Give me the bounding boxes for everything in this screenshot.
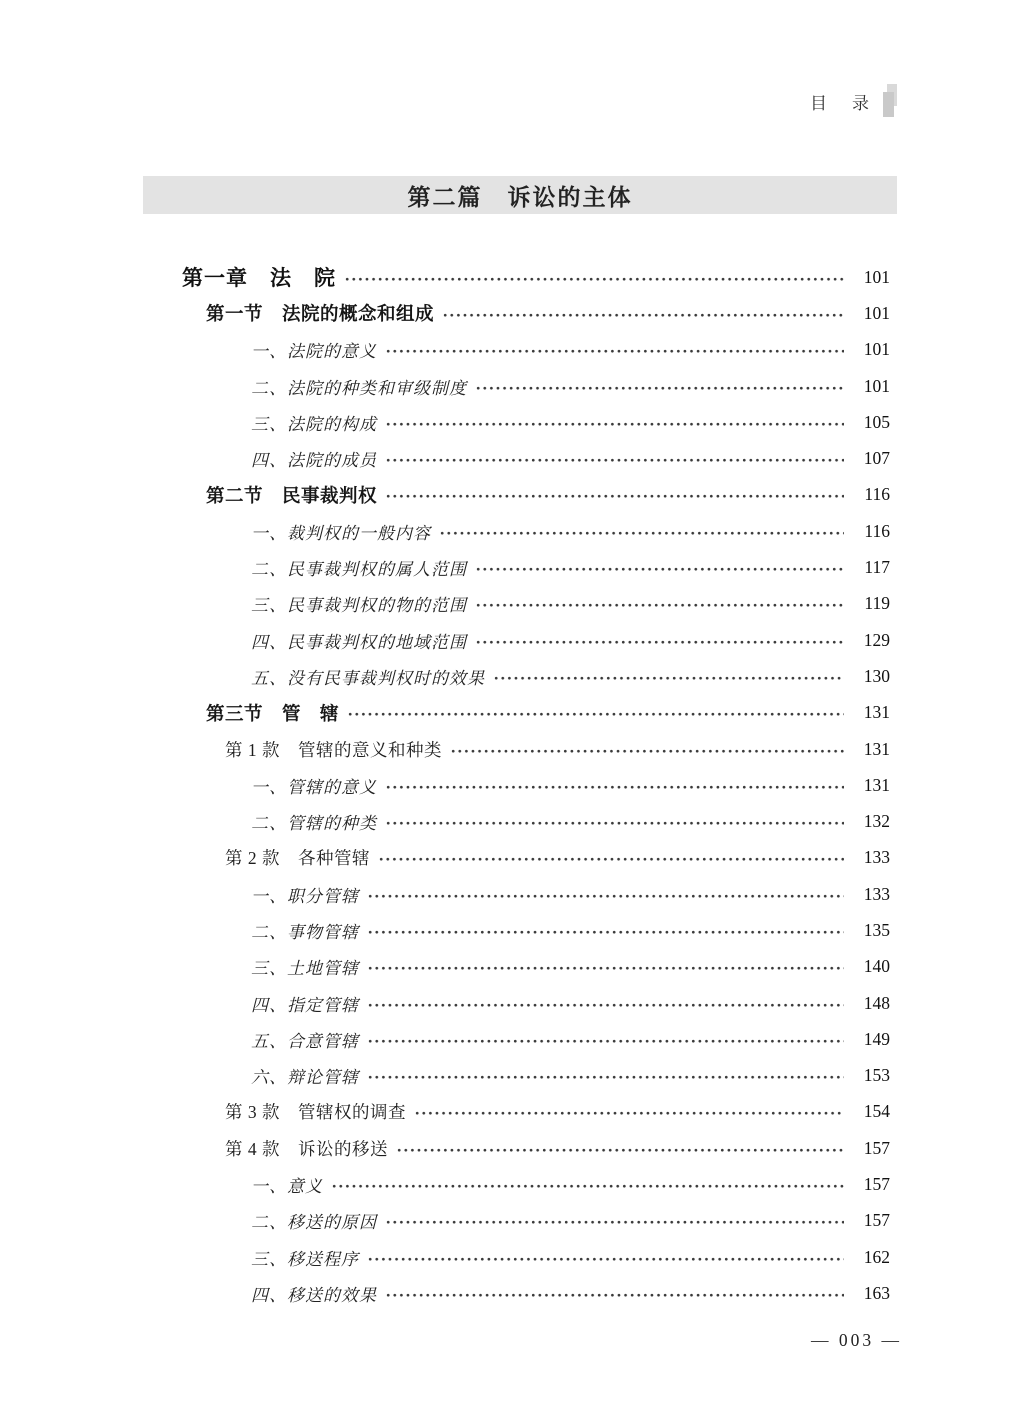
- toc-entry: [182, 368, 890, 404]
- toc-entry-label: 第 1 款 管辖的意义和种类: [225, 739, 442, 760]
- toc-entry-page-number: 133: [863, 847, 890, 868]
- dot-leader: [368, 966, 844, 971]
- dot-leader: [368, 894, 844, 899]
- running-head-title: 目 录: [810, 93, 873, 113]
- toc-entry: [182, 1166, 890, 1202]
- part-banner-title: 第二篇 诉讼的主体: [407, 183, 633, 210]
- toc-entry-label: 六、辩论管辖: [251, 1068, 359, 1088]
- toc-entry-label: 三、土地管辖: [251, 959, 359, 979]
- toc-entry-label: 四、移送的效果: [251, 1285, 377, 1305]
- toc-entry-label: 第三节 管 辖: [206, 702, 340, 724]
- dot-leader: [379, 857, 844, 862]
- toc-entry: [182, 404, 890, 440]
- dot-leader: [440, 531, 844, 536]
- toc-entry-page-number: 131: [863, 774, 890, 795]
- dot-leader: [368, 1257, 844, 1262]
- dot-leader: [386, 494, 844, 499]
- toc-entry-label: 一、法院的意义: [251, 342, 377, 362]
- toc-entry-page-number: 101: [863, 302, 890, 323]
- toc-entry-label: 三、移送程序: [251, 1249, 359, 1269]
- toc-entry-label: 三、法院的构成: [251, 414, 377, 434]
- dot-leader: [476, 567, 844, 572]
- toc-entry: [182, 477, 890, 513]
- toc-entry: [182, 622, 890, 658]
- toc-entry-page-number: 140: [863, 956, 890, 977]
- toc-entry-label: 一、裁判权的一般内容: [251, 523, 431, 543]
- dot-leader: [451, 749, 844, 754]
- dot-leader: [348, 712, 844, 717]
- dot-leader: [386, 785, 844, 790]
- toc-entry-label: 二、民事裁判权的属人范围: [251, 560, 467, 580]
- toc-entry-page-number: 157: [863, 1137, 890, 1158]
- toc-entry-label: 一、职分管辖: [251, 886, 359, 906]
- dot-leader: [368, 1075, 844, 1080]
- toc-entry-label: 五、合意管辖: [251, 1031, 359, 1051]
- toc-entry-page-number: 119: [864, 593, 890, 614]
- toc-entry-label: 四、民事裁判权的地域范围: [251, 632, 467, 652]
- toc-entry: [182, 259, 890, 295]
- toc-entry: [182, 549, 890, 585]
- toc-entry-label: 一、管辖的意义: [251, 777, 377, 797]
- toc-entry-label: 二、事物管辖: [251, 922, 359, 942]
- toc-entry-label: 五、没有民事裁判权时的效果: [251, 668, 485, 688]
- toc-entry-page-number: 130: [863, 665, 890, 686]
- toc-entry-page-number: 157: [863, 1210, 890, 1231]
- toc-entry: [182, 876, 890, 912]
- toc-entry: [182, 1275, 890, 1311]
- dot-leader: [415, 1111, 844, 1116]
- toc-entry: [182, 513, 890, 549]
- toc-entry-label: 一、意义: [251, 1177, 323, 1197]
- toc-entry-page-number: 148: [863, 992, 890, 1013]
- toc-entry: [182, 767, 890, 803]
- toc-entry: [182, 1203, 890, 1239]
- toc-entry-label: 第二节 民事裁判权: [206, 484, 378, 506]
- toc-entry-page-number: 154: [863, 1101, 890, 1122]
- dot-leader: [368, 1003, 844, 1008]
- toc-entry-page-number: 129: [863, 629, 890, 650]
- toc-entry-page-number: 105: [863, 411, 890, 432]
- toc-entry-page-number: 116: [864, 484, 890, 505]
- toc-entry-label: 第 4 款 诉讼的移送: [225, 1138, 388, 1159]
- toc-entry-label: 第 3 款 管辖权的调查: [225, 1102, 406, 1123]
- dot-leader: [368, 1039, 844, 1044]
- toc-entry: [182, 1021, 890, 1057]
- toc-list: [182, 259, 890, 1312]
- toc-entry: [182, 295, 890, 331]
- toc-entry-label: 第 2 款 各种管辖: [225, 848, 370, 869]
- toc-entry-page-number: 116: [864, 520, 890, 541]
- running-head: [810, 84, 898, 118]
- ornament-double-bar-icon: [883, 84, 898, 118]
- toc-entry: [182, 1094, 890, 1130]
- toc-entry: [182, 586, 890, 622]
- dot-leader: [386, 1220, 844, 1225]
- toc-entry-page-number: 153: [863, 1065, 890, 1086]
- toc-entry-page-number: 149: [863, 1028, 890, 1049]
- dot-leader: [386, 349, 844, 354]
- toc-entry: [182, 731, 890, 767]
- dot-leader: [476, 603, 844, 608]
- ornament-bar-dark: [883, 92, 894, 117]
- toc-entry: [182, 1130, 890, 1166]
- dot-leader: [476, 386, 844, 391]
- toc-entry: [182, 332, 890, 368]
- toc-entry: [182, 1239, 890, 1275]
- toc-entry-page-number: 135: [863, 919, 890, 940]
- dot-leader: [345, 277, 844, 282]
- toc-entry-page-number: 101: [863, 266, 890, 287]
- toc-entry-label: 四、法院的成员: [251, 451, 377, 471]
- toc-entry: [182, 985, 890, 1021]
- toc-entry-label: 四、指定管辖: [251, 995, 359, 1015]
- dot-leader: [443, 313, 844, 318]
- dot-leader: [332, 1184, 844, 1189]
- part-banner: [143, 176, 897, 214]
- toc-entry-page-number: 133: [863, 883, 890, 904]
- toc-entry-label: 第一节 法院的概念和组成: [206, 303, 435, 325]
- toc-entry: [182, 695, 890, 731]
- toc-entry-page-number: 131: [863, 702, 890, 723]
- toc-entry-label: 三、民事裁判权的物的范围: [251, 596, 467, 616]
- toc-entry-page-number: 131: [863, 738, 890, 759]
- toc-entry-label: 二、法院的种类和审级制度: [251, 378, 467, 398]
- toc-entry-page-number: 117: [864, 557, 890, 578]
- toc-entry-page-number: 162: [863, 1246, 890, 1267]
- toc-entry-label: 第一章 法 院: [182, 267, 336, 291]
- toc-entry: [182, 912, 890, 948]
- toc-entry: [182, 440, 890, 476]
- toc-entry: [182, 1058, 890, 1094]
- dot-leader: [386, 458, 844, 463]
- dot-leader: [476, 640, 844, 645]
- toc-entry-page-number: 101: [863, 339, 890, 360]
- toc-entry-page-number: 101: [863, 375, 890, 396]
- toc-entry: [182, 840, 890, 876]
- toc-entry-page-number: 132: [863, 811, 890, 832]
- toc-entry-page-number: 107: [863, 448, 890, 469]
- dot-leader: [494, 676, 844, 681]
- toc-entry-page-number: 157: [863, 1174, 890, 1195]
- toc-entry: [182, 803, 890, 839]
- page-folio: — 003 —: [811, 1330, 902, 1350]
- toc-entry: [182, 949, 890, 985]
- toc-entry: [182, 658, 890, 694]
- toc-entry-page-number: 163: [863, 1282, 890, 1303]
- toc-entry-label: 二、管辖的种类: [251, 814, 377, 834]
- toc-entry-label: 二、移送的原因: [251, 1213, 377, 1233]
- dot-leader: [386, 1293, 844, 1298]
- dot-leader: [386, 422, 844, 427]
- dot-leader: [386, 821, 844, 826]
- dot-leader: [397, 1148, 844, 1153]
- dot-leader: [368, 930, 844, 935]
